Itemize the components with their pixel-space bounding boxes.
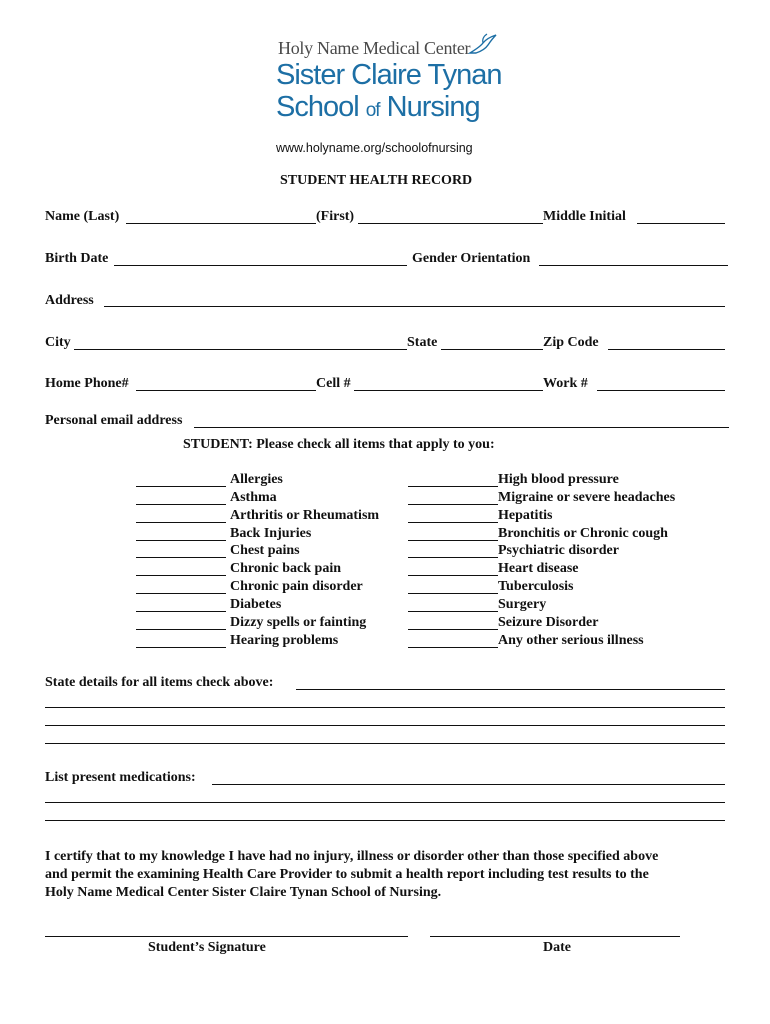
check-line-surgery[interactable] bbox=[408, 611, 498, 612]
check-line-chest-pains[interactable] bbox=[136, 557, 226, 558]
home-phone-label: Home Phone# bbox=[45, 376, 129, 391]
check-line-asthma[interactable] bbox=[136, 504, 226, 505]
medications-field-line-2[interactable] bbox=[45, 802, 725, 803]
dove-icon bbox=[468, 33, 498, 57]
middle-initial-label: Middle Initial bbox=[543, 209, 626, 224]
check-line-allergies[interactable] bbox=[136, 486, 226, 487]
condition-label: Chest pains bbox=[230, 543, 300, 558]
check-line-chronic-pain-disorder[interactable] bbox=[136, 593, 226, 594]
logo-word-school: School bbox=[276, 91, 359, 123]
middle-initial-field[interactable] bbox=[637, 223, 725, 224]
cell-label: Cell # bbox=[316, 376, 351, 391]
date-field[interactable] bbox=[430, 936, 680, 937]
condition-label: Any other serious illness bbox=[498, 633, 644, 648]
condition-label: Arthritis or Rheumatism bbox=[230, 508, 380, 523]
check-line-hearing-problems[interactable] bbox=[136, 647, 226, 648]
logo-word-of: of bbox=[365, 100, 380, 121]
condition-label: Migraine or severe headaches bbox=[498, 490, 676, 505]
details-field-line-1[interactable] bbox=[296, 689, 725, 690]
condition-label: Dizzy spells or fainting bbox=[230, 615, 367, 630]
gender-label: Gender Orientation bbox=[412, 251, 531, 266]
zip-label: Zip Code bbox=[543, 335, 599, 350]
logo-word-nursing: Nursing bbox=[386, 91, 480, 123]
home-phone-field[interactable] bbox=[136, 390, 316, 391]
email-label: Personal email address bbox=[45, 413, 183, 428]
logo-school-name-line2 bbox=[276, 92, 480, 126]
name-first-label: (First) bbox=[316, 209, 355, 224]
email-field[interactable] bbox=[194, 427, 729, 428]
check-line-seizure[interactable] bbox=[408, 629, 498, 630]
state-label: State bbox=[407, 335, 438, 350]
city-field[interactable] bbox=[74, 349, 407, 350]
check-line-migraine[interactable] bbox=[408, 504, 498, 505]
check-line-tuberculosis[interactable] bbox=[408, 593, 498, 594]
condition-label: Asthma bbox=[230, 490, 277, 505]
page-title: STUDENT HEALTH RECORD bbox=[280, 173, 473, 188]
condition-label: Hearing problems bbox=[230, 633, 339, 648]
work-label: Work # bbox=[543, 376, 588, 391]
medications-field-line-1[interactable] bbox=[212, 784, 725, 785]
check-line-diabetes[interactable] bbox=[136, 611, 226, 612]
work-field[interactable] bbox=[597, 390, 725, 391]
signature-label: Student’s Signature bbox=[148, 940, 266, 955]
condition-label: Tuberculosis bbox=[498, 579, 574, 594]
check-line-dizzy-spells[interactable] bbox=[136, 629, 226, 630]
logo-school-name-line1: Sister Claire Tynan bbox=[276, 59, 502, 91]
address-field[interactable] bbox=[104, 306, 725, 307]
check-line-heart-disease[interactable] bbox=[408, 575, 498, 576]
cell-field[interactable] bbox=[354, 390, 543, 391]
condition-label: Heart disease bbox=[498, 561, 579, 576]
condition-label: Diabetes bbox=[230, 597, 282, 612]
medications-label: List present medications: bbox=[45, 770, 196, 785]
details-field-line-2[interactable] bbox=[45, 707, 725, 708]
name-last-field[interactable] bbox=[126, 223, 316, 224]
condition-label: Chronic pain disorder bbox=[230, 579, 363, 594]
name-first-field[interactable] bbox=[358, 223, 543, 224]
website-url: www.holyname.org/schoolofnursing bbox=[276, 141, 473, 155]
condition-label: Chronic back pain bbox=[230, 561, 341, 576]
check-line-psychiatric[interactable] bbox=[408, 557, 498, 558]
condition-label: High blood pressure bbox=[498, 472, 619, 487]
condition-label: Back Injuries bbox=[230, 526, 312, 541]
condition-label: Surgery bbox=[498, 597, 547, 612]
condition-label: Bronchitis or Chronic cough bbox=[498, 526, 668, 541]
checklist-heading: STUDENT: Please check all items that apply to you: bbox=[183, 437, 495, 452]
condition-label: Psychiatric disorder bbox=[498, 543, 619, 558]
birth-date-field[interactable] bbox=[114, 265, 407, 266]
condition-label: Allergies bbox=[230, 472, 283, 487]
details-field-line-3[interactable] bbox=[45, 725, 725, 726]
gender-field[interactable] bbox=[539, 265, 728, 266]
birth-date-label: Birth Date bbox=[45, 251, 109, 266]
check-line-high-blood-pressure[interactable] bbox=[408, 486, 498, 487]
zip-field[interactable] bbox=[608, 349, 725, 350]
check-line-back-injuries[interactable] bbox=[136, 540, 226, 541]
certification-line-3: Holy Name Medical Center Sister Claire Tynan School of Nursing. bbox=[45, 885, 442, 900]
check-line-chronic-back-pain[interactable] bbox=[136, 575, 226, 576]
check-line-other-illness[interactable] bbox=[408, 647, 498, 648]
details-field-line-4[interactable] bbox=[45, 743, 725, 744]
date-label: Date bbox=[543, 940, 571, 955]
certification-line-2: and permit the examining Health Care Provider to submit a health report including test results to the bbox=[45, 867, 649, 882]
certification-line-1: I certify that to my knowledge I have had no injury, illness or disorder other than those specified above bbox=[45, 849, 659, 864]
medications-field-line-3[interactable] bbox=[45, 820, 725, 821]
signature-field[interactable] bbox=[45, 936, 408, 937]
address-label: Address bbox=[45, 293, 94, 308]
condition-label: Seizure Disorder bbox=[498, 615, 599, 630]
condition-label: Hepatitis bbox=[498, 508, 553, 523]
details-label: State details for all items check above: bbox=[45, 675, 274, 690]
check-line-arthritis[interactable] bbox=[136, 522, 226, 523]
city-label: City bbox=[45, 335, 71, 350]
check-line-bronchitis[interactable] bbox=[408, 540, 498, 541]
logo-hospital-name: Holy Name Medical Center bbox=[278, 38, 471, 58]
state-field[interactable] bbox=[441, 349, 543, 350]
check-line-hepatitis[interactable] bbox=[408, 522, 498, 523]
name-last-label: Name (Last) bbox=[45, 209, 120, 224]
